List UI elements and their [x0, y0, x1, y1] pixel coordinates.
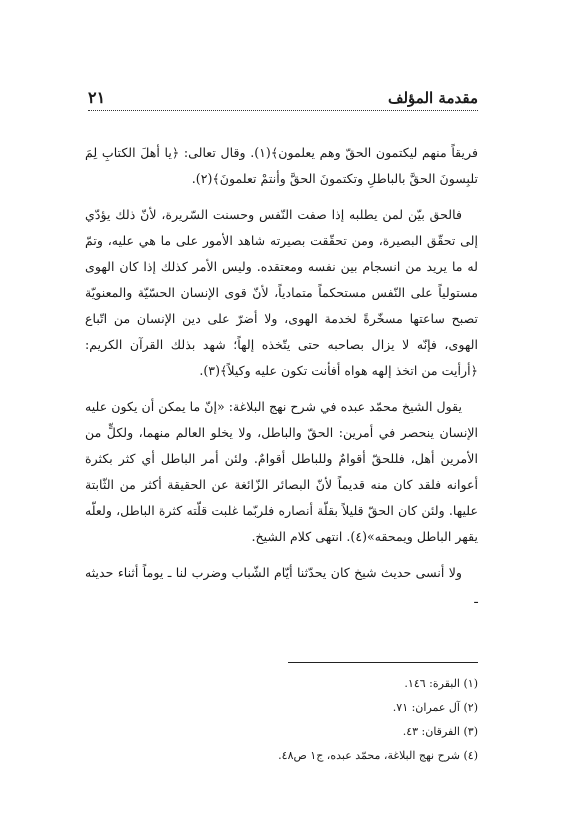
- running-header: [88, 86, 478, 111]
- paragraph: فالحق بيّن لمن يطلبه إذا صفت النّفس وحسنت السّريرة، لأنّ ذلك يؤدّي إلى تحقّق البصيرة، ومن تحقّقت بصيرته شاهد الأمور على ما هي عليه، وتمّ له ما يريد من انسجام بين نفسه ومعتقده. وليس الأمر كذلك إذا كان الهوى مستولياً على النّفس مستحكماً متمادياً، لأنّ قوى الإنسان الحسّيّة والمعنويّة تصبح ساعتها مسخّرةً لخدمة الهوى، ولا أضرّ على دين الإنسان من اتّباع الهوى، فإنّه لا يزال بصاحبه حتى يتّخذه إلهاً؛ شهد بذلك القرآن الكريم: ﴿أرأيت من اتخذ إلهه هواه أفأنت تكون عليه وكيلاً﴾(٣).: [85, 207, 478, 378]
- main-text: [85, 140, 478, 622]
- footnote: (٣) الفرقان: ٤٣.: [402, 725, 478, 738]
- paragraph: يقول الشيخ محمّد عبده في شرح نهج البلاغة: «إنّ ما يمكن أن يكون عليه الإنسان ينحصر في أمرين: الحقّ والباطل، ولا يخلو العالم منهما، ولكلٍّ من الأمرين أهل، فللحقّ أقوامٌ وللباطل أقوامٌ. ولئن أمر الباطل أي كثر بكثرة أعوانه فلقد كان منه قديماً لأنّ البصائر الزّائغة عن الحقيقة أكثر من الثّابتة عليها. ولئن كان الحقّ قليلاً بقلّة أنصاره فلربّما غلبت قلّته كثرة الباطل، ولعلّه يقهر الباطل ويمحقه»(٤). انتهى كلام الشيخ.: [85, 399, 478, 544]
- header-title: مقدمة المؤلف: [382, 89, 478, 107]
- page-number: ٢١: [88, 88, 111, 107]
- paragraph: ولا أنسى حديث شيخ كان يحدّثنا أيّام الشّباب وضرب لنا ـ يوماً أثناء حديثه ـ: [85, 565, 478, 606]
- footnote: (١) البقرة: ١٤٦.: [404, 677, 478, 690]
- footnote: (٢) آل عمران: ٧١.: [392, 701, 478, 714]
- footnote-separator: [288, 662, 478, 663]
- paragraph: فريقاً منهم ليكتمون الحقّ وهم يعلمون﴾(١). وقال تعالى: ﴿يا أهلَ الكتابِ لِمَ تلبِسونَ الحقَّ بالباطلِ وتكتمونَ الحقَّ وأنتمْ تعلمونَ﴾(٢).: [85, 145, 479, 186]
- footnotes: [85, 672, 478, 768]
- footnote: (٤) شرح نهج البلاغة، محمّد عبده، ج١ ص٤٨.: [278, 749, 478, 762]
